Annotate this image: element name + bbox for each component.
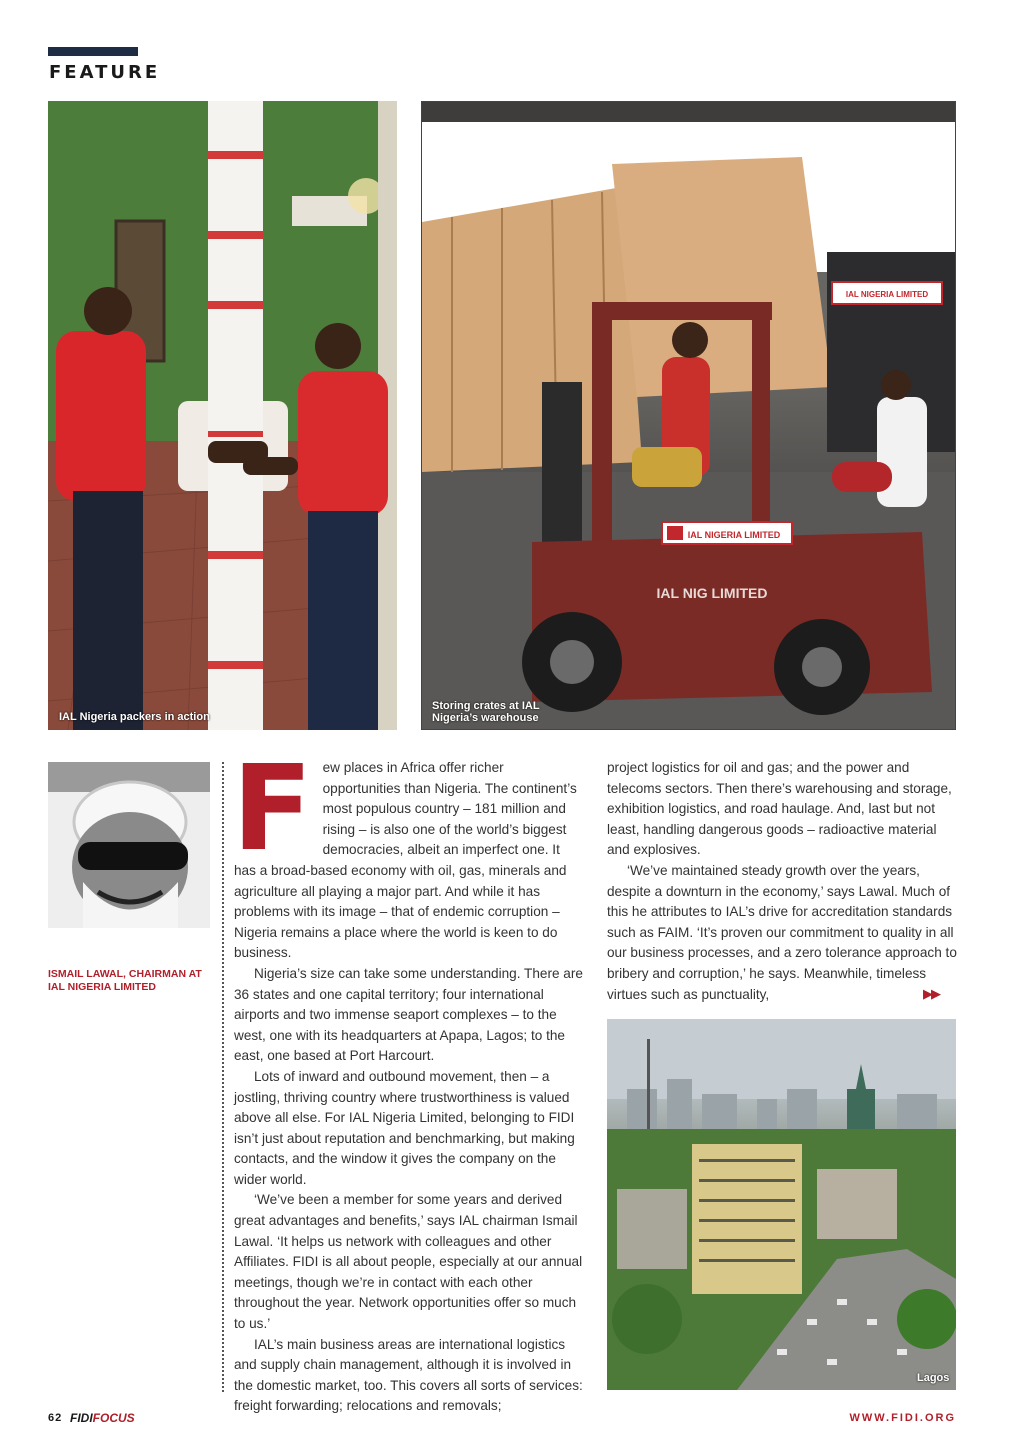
paragraph: Nigeria’s size can take some understanding. There are 36 states and one capital territory; four international airports and two immense seaport complexes – to the west, one with its headquarters at Apapa, Lagos; to the east, one based at Port Harcourt.	[234, 965, 583, 1064]
paragraph: project logistics for oil and gas; and the power and telecoms sectors. Then there’s warehousing and storage, exhibition logistics, and road haulage. And, last but not least, handling dangerous goods – radioactive material and explosives.	[607, 760, 952, 858]
packers-caption: IAL Nigeria packers in action	[59, 711, 210, 723]
packers-photo	[48, 101, 397, 730]
header-bar	[48, 47, 138, 56]
brand-focus: FOCUS	[92, 1411, 135, 1425]
dropcap: F	[232, 739, 313, 877]
portrait-caption: ISMAIL LAWAL, CHAIRMAN AT IAL NIGERIA LIMITED	[48, 968, 202, 993]
paragraph: ‘We’ve been a member for some years and derived great advantages and benefits,’ says IAL chairman Ismail Lawal. ‘It helps us network with colleagues and other Affiliates. FIDI is all about people, especially at our annual meetings, though we’re in contact with each other throughout the year. Network opportunities offer so much to us.’	[234, 1192, 583, 1332]
warehouse-sign-text: IAL NIGERIA LIMITED	[845, 290, 929, 299]
brand-fidi: FIDI	[70, 1411, 93, 1425]
warehouse-caption	[432, 700, 540, 724]
warehouse-caption-line2: Nigeria’s warehouse	[432, 712, 539, 724]
warehouse-photo	[421, 101, 956, 730]
forklift-body-text: IAL NIG LIMITED	[656, 585, 768, 601]
continue-arrow-icon: ▶▶	[923, 986, 939, 1001]
paragraph: ‘We’ve maintained steady growth over the years, despite a downturn in the economy,’ says Lawal. Much of this he attributes to IAL’s drive for accreditation standards such as FAIM. ‘It’s proven our commitment to quality in all our business processes, and a zero tolerance approach to bribery and corruption,’ he says. Meanwhile, timeless virtues such as punctuality,	[607, 862, 957, 1002]
article-column-1	[232, 739, 584, 1417]
portrait-photo	[48, 762, 210, 928]
forklift-sign-text: IAL NIGERIA LIMITED	[687, 530, 781, 540]
article-column-2	[607, 758, 962, 1005]
lagos-caption: Lagos	[917, 1372, 950, 1384]
paragraph: Lots of inward and outbound movement, then – a jostling, thriving country where trustworthiness is valued above all else. For IAL Nigeria Limited, belonging to FIDI isn’t just about reputation and benchmarking, but making contacts, and the window it gives the company on the wider world.	[234, 1068, 575, 1187]
paragraph: ew places in Africa offer richer opportunities than Nigeria. The continent’s most populous country – 181 million and rising – is also one of the world’s biggest democracies, albeit an imperfect one. It has a broad-based economy with oil, gas, minerals and agriculture all playing a major part. And while it has problems with its image – that of endemic corruption – Nigeria remains a place where the world is keen to do business.	[234, 760, 577, 961]
lagos-photo	[607, 1019, 956, 1390]
paragraph: IAL’s main business areas are international logistics and supply chain management, although it is involved in the domestic market, too. This covers all sorts of services: freight forwarding; relocations and removals;	[234, 1336, 583, 1414]
warehouse-caption-line1: Storing crates at IAL	[432, 700, 540, 712]
page-number: 62	[48, 1412, 63, 1424]
column-divider	[222, 762, 224, 1392]
footer-url-link[interactable]: WWW.FIDI.ORG	[849, 1412, 956, 1424]
section-label: FEATURE	[49, 62, 161, 83]
brand-logo	[70, 1411, 135, 1425]
